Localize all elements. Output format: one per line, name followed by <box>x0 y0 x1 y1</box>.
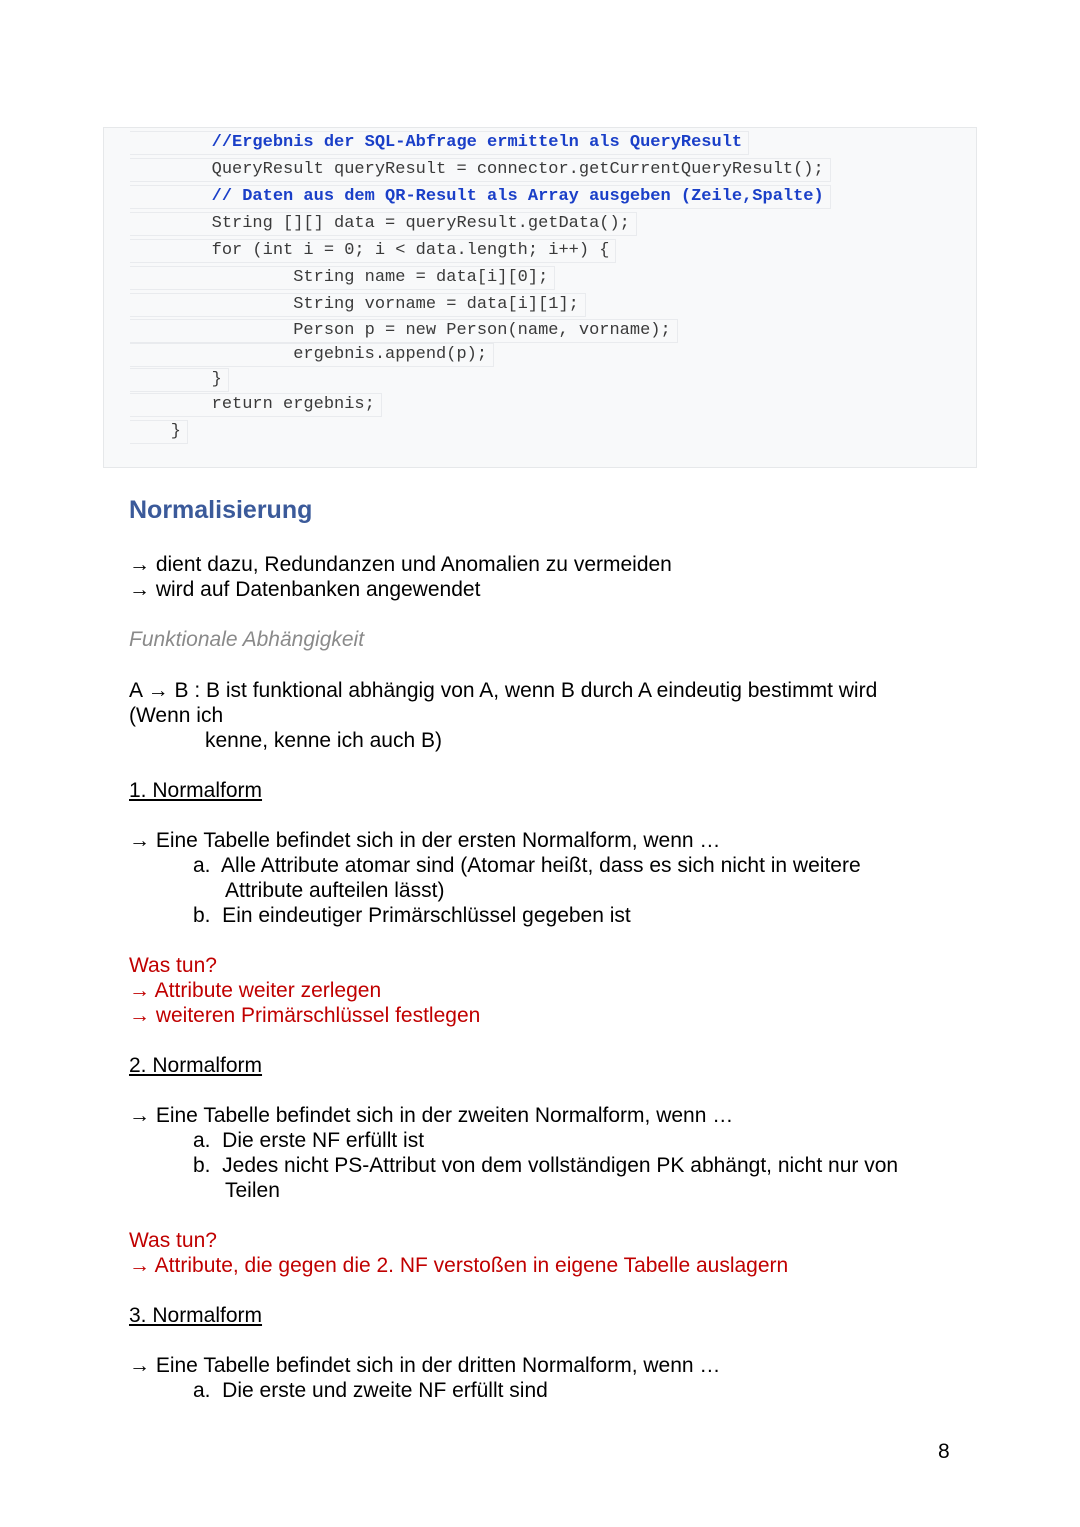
code-line: } <box>130 420 188 444</box>
todo-title: Was tun? <box>129 954 217 977</box>
code-line: for (int i = 0; i < data.length; i++) { <box>130 239 616 263</box>
nf3-title: 3. Normalform <box>129 1304 263 1327</box>
list-item: a. Die erste und zweite NF erfüllt sind <box>193 1379 548 1402</box>
code-block <box>103 127 977 468</box>
nf2-lead: → Eine Tabelle befindet sich in der zweiten Normalform, wenn … <box>129 1104 734 1127</box>
code-line: QueryResult queryResult = connector.getCurrentQueryResult(); <box>130 158 831 182</box>
intro-line: → wird auf Datenbanken angewendet <box>129 578 481 601</box>
code-line: //Ergebnis der SQL-Abfrage ermitteln als QueryResult <box>130 131 749 155</box>
todo-item: → Attribute, die gegen die 2. NF verstoßen in eigene Tabelle auslagern <box>129 1254 789 1277</box>
list-item: b. Jedes nicht PS-Attribut von dem vollständigen PK abhängt, nicht nur von <box>193 1154 899 1177</box>
list-item: Teilen <box>225 1179 280 1202</box>
nf3-lead: → Eine Tabelle befindet sich in der dritten Normalform, wenn … <box>129 1354 721 1377</box>
nf1-title: 1. Normalform <box>129 779 263 802</box>
page-number: 8 <box>938 1440 950 1463</box>
code-line: String vorname = data[i][1]; <box>130 293 586 317</box>
todo-item: → Attribute weiter zerlegen <box>129 979 382 1002</box>
code-line: return ergebnis; <box>130 393 382 417</box>
nf1-lead: → Eine Tabelle befindet sich in der ersten Normalform, wenn … <box>129 829 721 852</box>
list-item: Attribute aufteilen lässt) <box>225 879 445 902</box>
definition-line: (Wenn ich <box>129 704 224 727</box>
intro-line: → dient dazu, Redundanzen und Anomalien zu vermeiden <box>129 553 672 576</box>
code-line: ergebnis.append(p); <box>130 343 494 367</box>
definition-line: A → B : B ist funktional abhängig von A, wenn B durch A eindeutig bestimmt wird <box>129 679 878 702</box>
code-line: } <box>130 368 229 392</box>
subsection-title: Funktionale Abhängigkeit <box>129 628 365 651</box>
todo-item: → weiteren Primärschlüssel festlegen <box>129 1004 481 1027</box>
code-line: // Daten aus dem QR-Result als Array ausgeben (Zeile,Spalte) <box>130 185 831 209</box>
definition-line: kenne, kenne ich auch B) <box>205 729 442 752</box>
list-item: a. Die erste NF erfüllt ist <box>193 1129 425 1152</box>
nf2-title: 2. Normalform <box>129 1054 263 1077</box>
todo-title: Was tun? <box>129 1229 217 1252</box>
section-title: Normalisierung <box>129 496 313 524</box>
code-line: String name = data[i][0]; <box>130 266 555 290</box>
list-item: a. Alle Attribute atomar sind (Atomar heißt, dass es sich nicht in weitere <box>193 854 861 877</box>
code-line: String [][] data = queryResult.getData(); <box>130 212 637 236</box>
code-line: Person p = new Person(name, vorname); <box>130 319 678 343</box>
list-item: b. Ein eindeutiger Primärschlüssel gegeben ist <box>193 904 631 927</box>
